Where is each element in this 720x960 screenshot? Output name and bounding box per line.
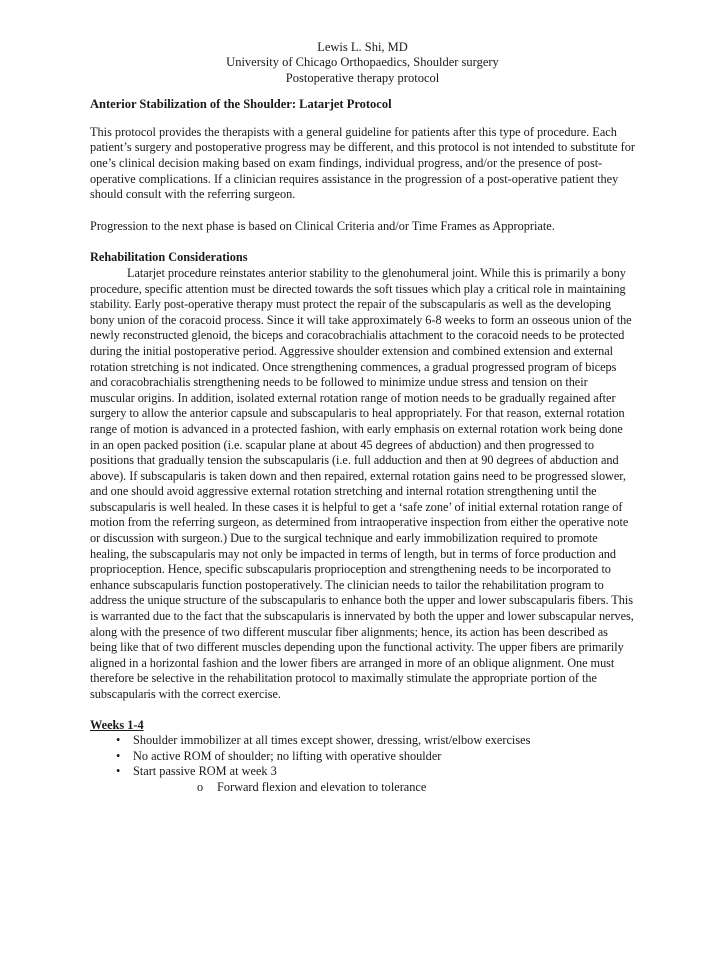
progression-note: Progression to the next phase is based on Clinical Criteria and/or Time Frames as Appropriate.: [90, 218, 555, 233]
list-item: [90, 733, 635, 749]
list-item: [90, 764, 635, 795]
author-affiliation: University of Chicago Orthopaedics, Shoulder surgery: [226, 55, 499, 70]
document-type: Postoperative therapy protocol: [285, 70, 440, 85]
sub-list-item: [133, 780, 635, 796]
list-item-text: Start passive ROM at week 3: [133, 764, 277, 779]
rehab-considerations-body: Latarjet procedure reinstates anterior stability to the glenohumeral joint. While this is primarily a bony procedure, specific attention must be directed towards the soft tissues which play a critical role in maintaining stability. Early post-operative therapy must protect the repair of the subscapularis as well as the developing bony union of the coracoid process. Since it will take approximately 6-8 weeks to form an osseous union of the newly reconstructed glenoid, the biceps and coracobrachialis attachment to the coracoid needs to be protected during the initial postoperative period. Aggressive shoulder extension and combined extension and external rotation stretching is not indicated. Once strengthening commences, a gradual progressed program of biceps and coracobrachialis strengthening needs to be followed to minimize undue stress and tension on their muscular origins. In addition, isolated external rotation range of motion needs to be gradually regained after surgery to allow the anterior capsule and subscapularis to heal appropriately. For that reason, external rotation range of motion is advanced in a protected fashion, with early emphasis on external rotation work being done in an open packed position (i.e. scapular plane at about 45 degrees of abduction) and then progressed to positions that gradually tension the subscapularis (i.e. full adduction and then at 90 degrees of abduction and above). If subscapularis is taken down and then repaired, external rotation gains need to be progressed slower, and one should avoid aggressive external rotation stretching and internal rotation strengthening until the subscapularis is well healed. In these cases it is helpful to get a ‘safe zone’ of initial external rotation range of motion from the referring surgeon, as determined from intraoperative inspection from either the operative note or discussion with surgeon.) Due to the surgical technique and early immobilization required to promote healing, the subscapularis may not only be impacted in terms of length, but in terms of force production and proprioception. Hence, specific subscapularis proprioception and strengthening needs to be incorporated to enhance subscapularis function postoperatively. The clinician needs to tailor the rehabilitation program to address the unique structure of the subscapularis to enhance both the upper and lower subscapularis fibers. This is warranted due to the fact that the subscapularis is innervated by both the upper and lower subscapular nerves, along with the presence of two different muscular fiber alignments; hence, its action has been described as being like that of two different muscles depending upon the functional activity. The upper fibers are primarily aligned in a horizontal fashion and the lower fibers are arranged in more of an oblique alignment. One must therefore be selective in the rehabilitation protocol to maximally stimulate the appropriate portion of the subscapularis with the correct exercise.: [90, 265, 634, 701]
sub-list-item-text: Forward flexion and elevation to tolerance: [217, 779, 427, 794]
list-item: [90, 749, 635, 765]
list-item-text: No active ROM of shoulder; no lifting with operative shoulder: [133, 748, 442, 763]
document-header: [90, 40, 635, 86]
bullet-icon: •: [116, 764, 121, 779]
sub-bullet-icon: o: [197, 779, 204, 794]
document-page: [90, 40, 635, 796]
weeks-1-4-list: [90, 733, 635, 795]
document-title: Anterior Stabilization of the Shoulder: Latarjet Protocol: [90, 97, 392, 112]
intro-paragraph: This protocol provides the therapists with a general guideline for patients after this type of procedure. Each patient’s surgery and postoperative progress may be different, and this protocol is not intended to substitute for one’s clinical decision making based on exam findings, individual progress, and/or the presence of post-operative complications. If a clinician requires assistance in the progression of a post-operative patient they should consult with the referring surgeon.: [90, 124, 635, 202]
author-name: Lewis L. Shi, MD: [317, 40, 408, 54]
rehab-considerations-heading: Rehabilitation Considerations: [90, 250, 248, 265]
weeks-1-4-heading: Weeks 1-4: [90, 717, 144, 732]
sub-list: [133, 780, 635, 796]
list-item-text: Shoulder immobilizer at all times except shower, dressing, wrist/elbow exercises: [133, 733, 531, 748]
bullet-icon: •: [116, 748, 121, 763]
bullet-icon: •: [116, 733, 121, 748]
